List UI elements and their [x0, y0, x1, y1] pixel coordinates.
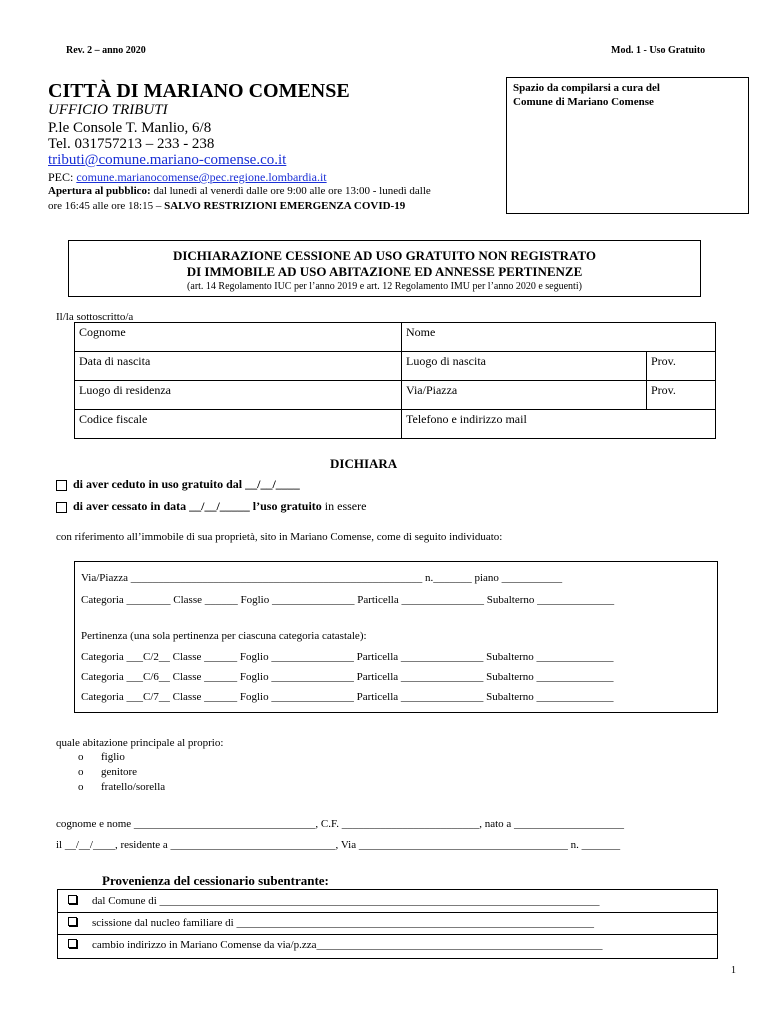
module-label: Mod. 1 - Uso Gratuito [611, 45, 706, 56]
option-ceduto[interactable] [56, 477, 300, 492]
option-cessato-rest: in essere [321, 499, 367, 513]
provenienza-cambio-label: cambio indirizzo in Mariano Comense da via/p.zza____________________________________________________ [92, 939, 603, 951]
option-ceduto-label: di aver ceduto in uso gratuito dal __/__/____ [73, 477, 300, 491]
pertinenza-c6-line[interactable]: Categoria ___C/6__ Classe ______ Foglio _______________ Particella _______________ Subalterno ______________ [81, 671, 614, 683]
hours-label: Apertura al pubblico: [48, 185, 151, 197]
option-cessato-label: di aver cessato in data __/__/_____ l’uso gratuito [73, 499, 322, 513]
via-piazza-field[interactable]: Via/Piazza [402, 381, 647, 410]
immobile-box [74, 561, 718, 713]
department-name: UFFICIO TRIBUTI [48, 102, 168, 118]
title-line-3: (art. 14 Regolamento IUC per l’anno 2019 e art. 12 Regolamento IMU per l’anno 2020 e seguenti) [187, 281, 582, 292]
pertinenza-c7-line[interactable]: Categoria ___C/7__ Classe ______ Foglio _______________ Particella _______________ Subalterno ______________ [81, 691, 614, 703]
checkbox-cessato[interactable] [56, 502, 67, 513]
checkbox-ceduto[interactable] [56, 480, 67, 491]
luogo-residenza-field[interactable]: Luogo di residenza [75, 381, 402, 410]
prov-residenza-field[interactable]: Prov. [647, 381, 716, 410]
page-number: 1 [731, 965, 736, 976]
data-nascita-field[interactable]: Data di nascita [75, 352, 402, 381]
abitazione-item-genitore[interactable] [78, 765, 165, 780]
abitazione-item-label: figlio [101, 751, 125, 763]
immobile-via-line[interactable]: Via/Piazza _____________________________________________________ n._______ piano ___________ [81, 572, 563, 584]
revision-label: Rev. 2 – anno 2020 [66, 45, 146, 56]
checkbox-comune-icon[interactable] [68, 895, 77, 904]
title-line-1: DICHIARAZIONE CESSIONE AD USO GRATUITO NON REGISTRATO [172, 248, 597, 263]
opening-hours [48, 184, 508, 214]
provenienza-scissione[interactable] [68, 917, 594, 929]
dichiara-heading: DICHIARA [330, 456, 398, 471]
cognome-field[interactable]: Cognome [75, 323, 402, 352]
bullet-icon: o [78, 751, 84, 763]
prov-nascita-field[interactable]: Prov. [647, 352, 716, 381]
hours-text-2: ore 16:45 alle ore 18:15 – [48, 200, 165, 212]
abitazione-item-label: genitore [101, 766, 138, 778]
provenienza-comune[interactable] [68, 895, 600, 907]
abitazione-item-label: fratello/sorella [101, 781, 166, 793]
provenienza-comune-label: dal Comune di ________________________________________________________________________________ [92, 895, 600, 907]
hours-covid-notice: SALVO RESTRIZIONI EMERGENZA COVID-19 [164, 200, 406, 212]
nome-field[interactable]: Nome [402, 323, 716, 352]
beneficiario-line-1[interactable]: cognome e nome _________________________________, C.F. _________________________, nato a ____________________ [56, 818, 625, 830]
provenienza-heading: Provenienza del cessionario subentrante: [102, 873, 329, 888]
telefono-mail-field[interactable]: Telefono e indirizzo mail [402, 410, 716, 439]
office-address: P.le Console T. Manlio, 6/8 [48, 120, 212, 136]
subscriber-table [74, 322, 716, 439]
luogo-nascita-field[interactable]: Luogo di nascita [402, 352, 647, 381]
pec-label: PEC: [48, 170, 77, 184]
pertinenza-label: Pertinenza (una sola pertinenza per ciascuna categoria catastale): [81, 630, 367, 642]
codice-fiscale-field[interactable]: Codice fiscale [75, 410, 402, 439]
pec-line [48, 170, 327, 185]
office-phone: Tel. 031757213 – 233 - 238 [48, 136, 215, 152]
provenienza-cambio[interactable] [68, 939, 603, 951]
comune-box-label: Spazio da compilarsi a cura del Comune di Mariano Comense [513, 82, 660, 108]
provenienza-box [57, 889, 718, 959]
abitazione-list [78, 750, 165, 795]
abitazione-label: quale abitazione principale al proprio: [56, 737, 224, 749]
beneficiario-line-2[interactable]: il __/__/____, residente a ______________________________, Via ______________________________________ n. _______ [56, 839, 621, 851]
riferimento-text: con riferimento all’immobile di sua proprietà, sito in Mariano Comense, come di seguito individuato: [56, 531, 503, 543]
provenienza-scissione-label: scissione dal nucleo familiare di _________________________________________________________________ [92, 917, 594, 929]
bullet-icon: o [78, 766, 84, 778]
checkbox-cambio-icon[interactable] [68, 939, 77, 948]
office-email-link[interactable]: tributi@comune.mariano-comense.co.it [48, 152, 287, 168]
pec-email-link[interactable]: comune.marianocomense@pec.regione.lombardia.it [76, 170, 327, 184]
pertinenza-c2-line[interactable]: Categoria ___C/2__ Classe ______ Foglio _______________ Particella _______________ Subalterno ______________ [81, 651, 614, 663]
title-line-2: DI IMMOBILE AD USO ABITAZIONE ED ANNESSE PERTINENZE [186, 264, 583, 279]
city-title: CITTÀ DI MARIANO COMENSE [48, 80, 350, 102]
bullet-icon: o [78, 781, 84, 793]
option-cessato[interactable] [56, 499, 366, 514]
title-box [68, 240, 701, 297]
subscriber-label: Il/la sottoscritto/a [56, 311, 134, 323]
hours-text-1: dal lunedì al venerdì dalle ore 9:00 alle ore 13:00 - lunedì dalle [150, 185, 431, 197]
abitazione-item-figlio[interactable] [78, 750, 165, 765]
abitazione-item-fratello[interactable] [78, 780, 165, 795]
comune-box [506, 77, 749, 214]
immobile-categoria-line[interactable]: Categoria ________ Classe ______ Foglio _______________ Particella _______________ Subalterno ______________ [81, 594, 615, 606]
checkbox-scissione-icon[interactable] [68, 917, 77, 926]
